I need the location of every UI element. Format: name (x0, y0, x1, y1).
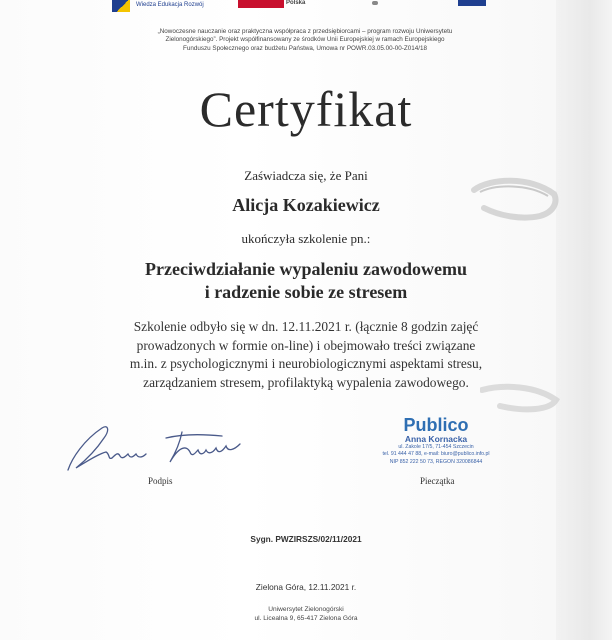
place-date: Zielona Góra, 12.11.2021 r. (255, 582, 357, 592)
partner-logo-mark (372, 1, 378, 5)
poland-flag-logo (238, 0, 284, 8)
stamp-contact: tel. 91 444 47 88, e-mail: biuro@publico.info.pl (382, 451, 490, 458)
attest-text: Zaświadcza się, że Pani (244, 168, 368, 183)
project-note-line: „Nowoczesne nauczanie oraz praktyczna współpraca z przedsiębiorcami – program rozwoju Uniwersytetu (157, 28, 453, 35)
project-note (100, 28, 510, 53)
stamp-brand: Publico (403, 415, 469, 435)
case-number: Sygn. PWZIRSZS/02/11/2021 (250, 534, 362, 544)
stamp-owner: Anna Kornacka (404, 434, 468, 444)
recipient-name: Alicja Kozakiewicz (232, 195, 380, 215)
certificate-title: Certyfikat (199, 81, 413, 137)
handwritten-signature (62, 418, 252, 478)
staple-shadow (470, 168, 560, 228)
staple-shadow (480, 380, 560, 420)
university-street: ul. Licealna 9, 65-417 Zielona Góra (254, 614, 358, 622)
header-logo-band (0, 0, 612, 20)
poland-logo-text: Polska (286, 0, 306, 6)
course-title (0, 258, 612, 304)
course-title-line: i radzenie sobie ze stresem (204, 282, 408, 302)
project-note-line: Funduszu Społecznego oraz budżetu Państwa, Umowa nr POWR.03.05.00-00-Z014/18 (183, 44, 427, 52)
stamp-address: ul. Zakole 17/5, 71-454 Szczecin (398, 444, 474, 450)
eu-funds-logo (112, 0, 204, 14)
stamp-label: Pieczątka (420, 476, 455, 486)
eu-flag-logo (458, 0, 486, 6)
university-name: Uniwersytet Zielonogórski (268, 606, 344, 613)
eu-funds-logo-text: Wiedza Edukacja Rozwój (136, 2, 204, 8)
completed-text: ukończyła szkolenie pn.: (241, 231, 371, 246)
signature-label: Podpis (148, 476, 173, 486)
project-note-line: Zielonogórskiego”. Projekt współfinansowany ze środków Unii Europejskiej w ramach Europejskiego (165, 36, 445, 44)
details-line: Szkolenie odbyło się w dn. 12.11.2021 r. (łącznie 8 godzin zajęć (133, 319, 479, 334)
details-line: m.in. z psychologicznymi i neurobiologicznymi aspektami stresu, (129, 356, 483, 371)
course-title-line: Przeciwdziałanie wypaleniu zawodowemu (145, 259, 467, 279)
eu-funds-mark-icon (112, 0, 130, 12)
university-address (0, 606, 612, 623)
details-line: prowadzonych w formie on-line) i obejmowało treści związane (136, 337, 476, 353)
details-line: zarządzaniem stresem, profilaktyką wypalenia zawodowego. (143, 374, 469, 390)
stamp-ids: NIP 852 222 50 73, REGON 320086844 (389, 458, 483, 465)
company-stamp (356, 416, 516, 466)
